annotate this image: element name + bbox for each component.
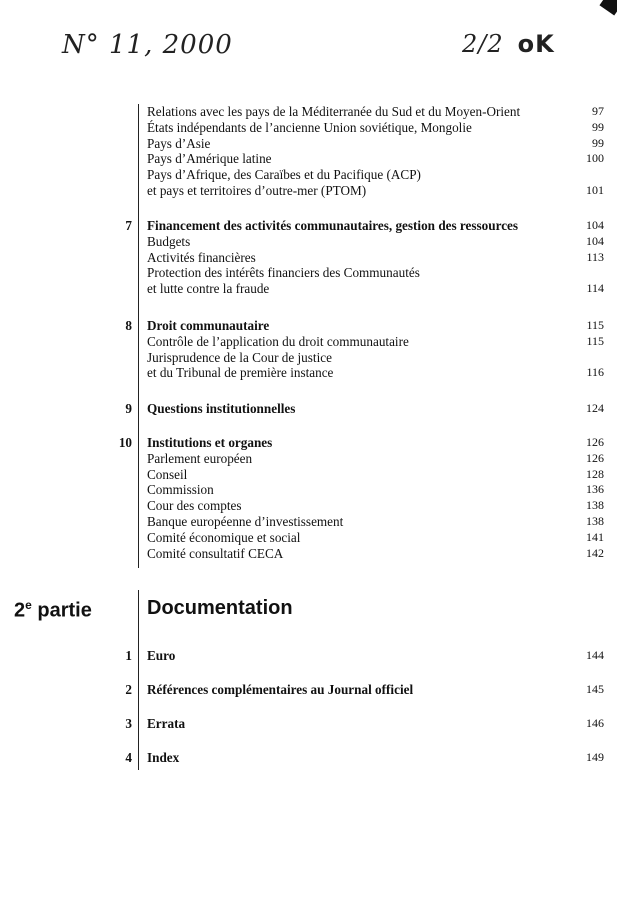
part2-divider-line <box>138 590 139 770</box>
toc-entry[interactable] <box>0 350 617 366</box>
toc-entry-page: 100 <box>586 151 604 166</box>
toc-entry[interactable] <box>0 234 617 250</box>
toc-entry[interactable] <box>0 104 617 120</box>
toc-entry-text: Pays d’Afrique, des Caraïbes et du Pacifique (ACP) <box>147 167 421 183</box>
section-page: 126 <box>586 435 604 449</box>
toc-section-8 <box>0 318 617 381</box>
toc-entry-page: 128 <box>586 466 604 481</box>
part-title: Documentation <box>147 597 293 619</box>
section-number: 4 <box>125 750 132 765</box>
toc-entry-page: 114 <box>586 281 604 296</box>
toc-entry[interactable] <box>0 281 617 297</box>
toc-section-7 <box>0 218 617 297</box>
toc-entry[interactable] <box>0 136 617 152</box>
toc-entry-text: Parlement européen <box>147 450 253 466</box>
toc-section-heading[interactable] <box>0 318 617 334</box>
toc-entry-page: 101 <box>586 182 604 197</box>
toc-entry-page: 136 <box>586 482 604 497</box>
toc-entry-text: Banque européenne d’investissement <box>147 513 344 529</box>
toc-section-heading[interactable] <box>0 750 617 766</box>
section-page: 115 <box>586 318 604 332</box>
part2-item-1 <box>0 648 617 664</box>
toc-entry[interactable] <box>0 498 617 514</box>
part2-item-2 <box>0 682 617 698</box>
handwritten-check-note <box>462 30 555 58</box>
section-page: 149 <box>586 750 604 764</box>
toc-entry-text: et du Tribunal de première instance <box>147 365 334 381</box>
section-page: 145 <box>586 682 604 696</box>
section-number: 2 <box>125 682 132 697</box>
toc-entry-page: 142 <box>586 545 604 560</box>
toc-section-heading[interactable] <box>0 648 617 664</box>
part2-item-4 <box>0 750 617 766</box>
toc-entry-text: États indépendants de l’ancienne Union soviétique, Mongolie <box>147 119 472 135</box>
toc-section-heading[interactable] <box>0 435 617 451</box>
section-number: 3 <box>125 716 132 731</box>
section-page: 146 <box>586 716 604 730</box>
toc-entry-page: 116 <box>586 365 604 380</box>
toc-entry[interactable] <box>0 482 617 498</box>
toc-entry-text: Conseil <box>147 466 188 482</box>
toc-section-heading[interactable] <box>0 716 617 732</box>
section-title: Index <box>147 750 180 765</box>
handwritten-fraction: 2/2 <box>462 30 504 58</box>
toc-entry-text: Budgets <box>147 233 191 249</box>
toc-entry[interactable] <box>0 120 617 136</box>
section-number: 9 <box>125 401 132 416</box>
part-label-number: 2 <box>14 599 26 622</box>
section-page: 104 <box>586 218 604 232</box>
toc-entry-text: Jurisprudence de la Cour de justice <box>147 349 332 365</box>
part2-item-3 <box>0 716 617 732</box>
part-label <box>14 598 92 623</box>
toc-entry-text: Commission <box>147 482 214 498</box>
toc-entry-text: Cour des comptes <box>147 498 242 514</box>
section-title: Errata <box>147 716 186 731</box>
toc-section-10 <box>0 435 617 561</box>
toc-section-heading[interactable] <box>0 401 617 417</box>
part-label-suffix: e <box>25 598 32 612</box>
toc-entry-page: 104 <box>586 233 604 248</box>
toc-entry-page: 141 <box>586 529 604 544</box>
toc-entry-text: Comité économique et social <box>147 529 301 545</box>
part-label-word: partie <box>37 599 92 622</box>
section-title: Financement des activités communautaires, gestion des ressources <box>147 218 519 233</box>
corner-mark <box>599 0 617 16</box>
section-number: 10 <box>118 435 132 450</box>
toc-entry-page: 126 <box>586 450 604 465</box>
toc-entry-page: 115 <box>586 333 604 348</box>
section-page: 124 <box>586 401 604 415</box>
section-title: Questions institutionnelles <box>147 401 296 416</box>
toc-entry[interactable] <box>0 250 617 266</box>
toc-entry-page: 138 <box>586 513 604 528</box>
toc-entry-text: Relations avec les pays de la Méditerranée du Sud et du Moyen-Orient <box>147 104 521 119</box>
toc-entry[interactable] <box>0 167 617 183</box>
section-title: Euro <box>147 648 176 663</box>
toc-entry-text: Pays d’Amérique latine <box>147 151 272 167</box>
toc-entry-page: 99 <box>592 119 604 134</box>
toc-entry[interactable] <box>0 467 617 483</box>
toc-section-intro <box>0 104 617 199</box>
toc-section-9 <box>0 401 617 417</box>
toc-entry-text: et lutte contre la fraude <box>147 281 270 297</box>
toc-entry-page: 99 <box>592 135 604 150</box>
toc-entry[interactable] <box>0 530 617 546</box>
toc-entry[interactable] <box>0 183 617 199</box>
toc-section-heading[interactable] <box>0 218 617 234</box>
handwritten-ok: oK <box>517 30 555 58</box>
section-number: 8 <box>125 318 132 333</box>
toc-entry[interactable] <box>0 151 617 167</box>
section-title: Institutions et organes <box>147 435 273 450</box>
toc-entry-text: Pays d’Asie <box>147 135 211 151</box>
toc-entry-text: Activités financières <box>147 249 256 265</box>
toc-entry[interactable] <box>0 451 617 467</box>
toc-entry-page: 97 <box>592 104 604 118</box>
toc-entry-text: Protection des intérêts financiers des Communautés <box>147 265 420 281</box>
section-title: Références complémentaires au Journal officiel <box>147 682 414 697</box>
section-number: 1 <box>125 648 132 663</box>
toc-entry[interactable] <box>0 265 617 281</box>
toc-entry[interactable] <box>0 514 617 530</box>
section-title: Droit communautaire <box>147 318 270 333</box>
toc-entry-text: Comité consultatif CECA <box>147 545 284 561</box>
section-number: 7 <box>125 218 132 233</box>
toc-entry-text: et pays et territoires d’outre-mer (PTOM) <box>147 182 367 198</box>
toc-entry-text: Contrôle de l’application du droit communautaire <box>147 333 409 349</box>
handwritten-issue-note: N° 11, 2000 <box>62 30 233 60</box>
toc-entry[interactable] <box>0 546 617 562</box>
toc-entry-page: 138 <box>586 498 604 513</box>
toc-entry[interactable] <box>0 365 617 381</box>
toc-section-heading[interactable] <box>0 682 617 698</box>
section-page: 144 <box>586 648 604 662</box>
toc-entry[interactable] <box>0 334 617 350</box>
toc-entry-page: 113 <box>586 249 604 264</box>
